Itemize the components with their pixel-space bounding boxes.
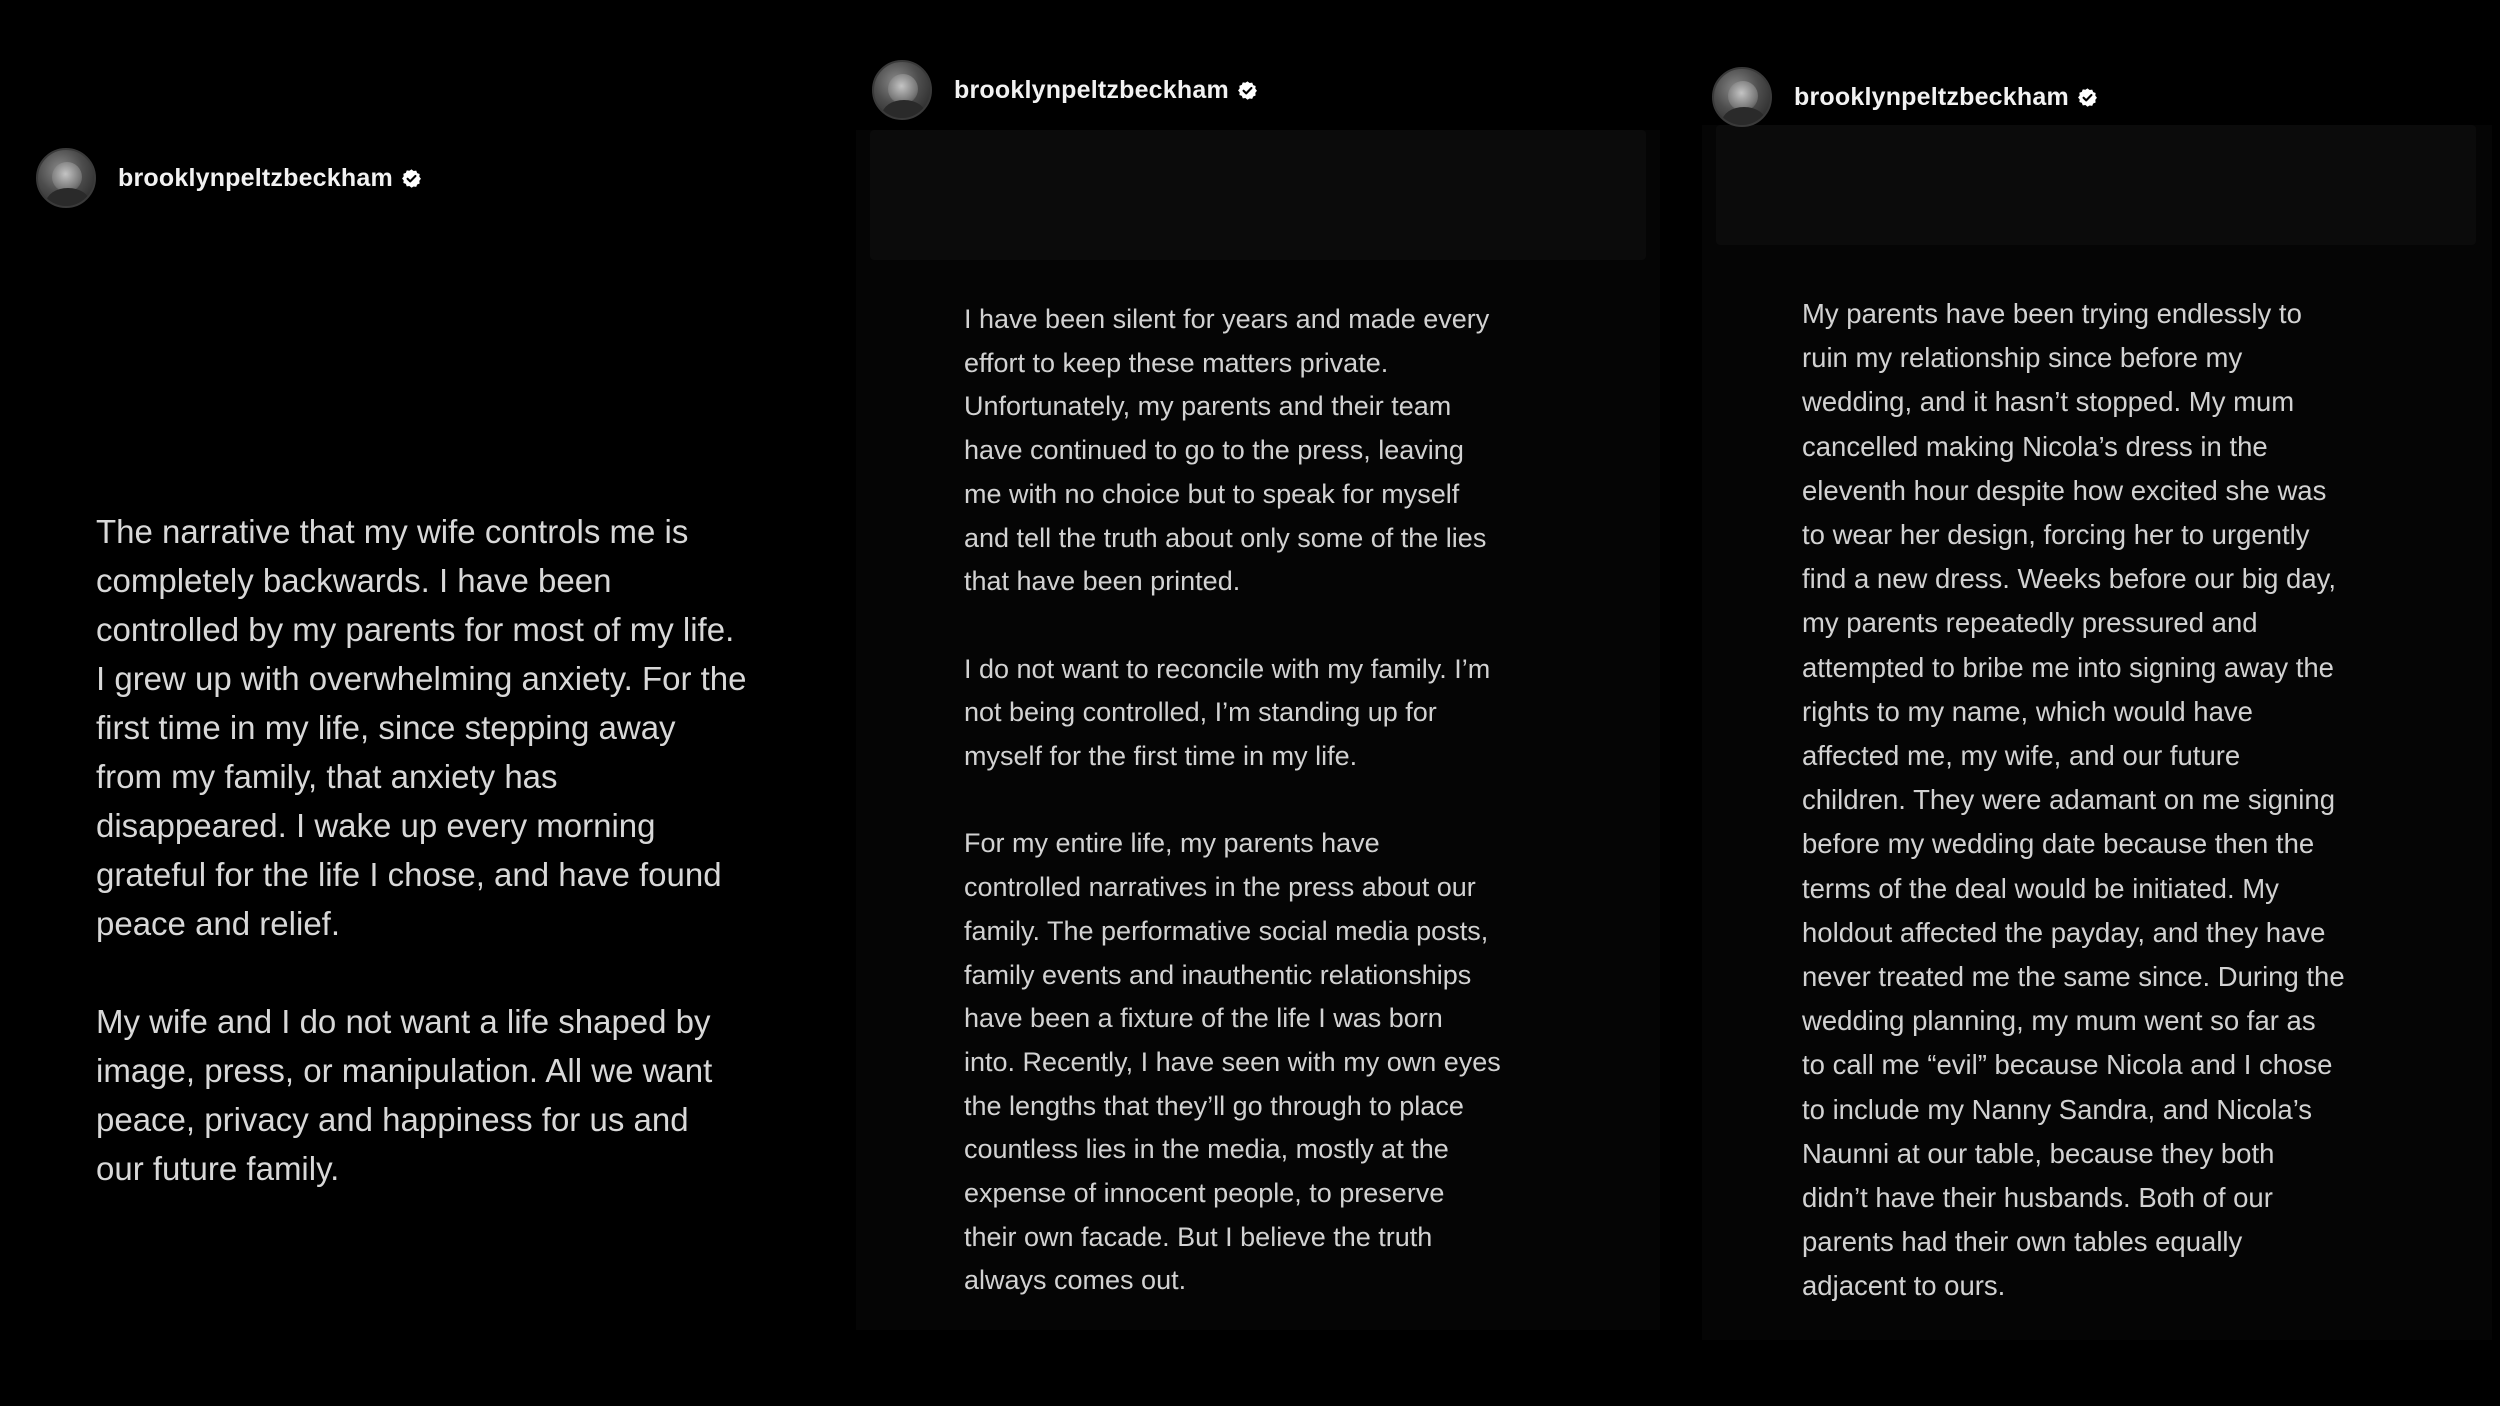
- story-line: not being controlled, I’m standing up for: [964, 697, 1437, 728]
- story-line: didn’t have their husbands. Both of our: [1802, 1182, 2273, 1214]
- story-line: my parents repeatedly pressured and: [1802, 607, 2258, 639]
- story-line: countless lies in the media, mostly at the: [964, 1134, 1449, 1165]
- story-line: disappeared. I wake up every morning: [96, 807, 656, 844]
- story-line: effort to keep these matters private.: [964, 347, 1389, 378]
- story-paragraph: [964, 648, 1501, 779]
- story-line: their own facade. But I believe the truth: [964, 1221, 1433, 1252]
- story-line: holdout affected the payday, and they have: [1802, 916, 2326, 948]
- story-line: cancelled making Nicola’s dress in the: [1802, 430, 2268, 462]
- username[interactable]: brooklynpeltzbeckham: [1794, 82, 2069, 111]
- story-line: eleventh hour despite how excited she was: [1802, 474, 2327, 506]
- story-paragraph: [96, 507, 747, 948]
- story-line: My parents have been trying endlessly to: [1802, 298, 2302, 329]
- story-line: never treated me the same since. During the: [1802, 961, 2345, 993]
- story-line: always comes out.: [964, 1265, 1187, 1296]
- verified-badge-icon: [401, 168, 422, 189]
- story-line: family events and inauthentic relationships: [964, 959, 1472, 990]
- story-line: have been a fixture of the life I was born: [964, 1003, 1443, 1034]
- story-paragraph: [1802, 292, 2345, 1309]
- story-line: peace and relief.: [96, 905, 341, 942]
- story-line: controlled by my parents for most of my life.: [96, 611, 735, 648]
- story-line: Unfortunately, my parents and their team: [964, 391, 1452, 422]
- avatar[interactable]: [1712, 67, 1772, 127]
- story-text: [964, 298, 1501, 1303]
- verified-badge-icon: [1237, 80, 1258, 101]
- story-line: terms of the deal would be initiated. My: [1802, 872, 2279, 904]
- story-line: grateful for the life I chose, and have found: [96, 856, 722, 893]
- story-paragraph: [964, 298, 1501, 604]
- story-line: rights to my name, which would have: [1802, 695, 2253, 727]
- story-line: image, press, or manipulation. All we want: [96, 1052, 713, 1089]
- story-line: family. The performative social media posts,: [964, 915, 1489, 946]
- story-line: I grew up with overwhelming anxiety. For the: [96, 660, 747, 697]
- story-line: affected me, my wife, and our future: [1802, 740, 2241, 772]
- story-line: wedding, and it hasn’t stopped. My mum: [1802, 386, 2295, 418]
- avatar[interactable]: [36, 148, 96, 208]
- story-line: The narrative that my wife controls me is: [96, 513, 689, 550]
- story-panel-3: [1686, 0, 2500, 1406]
- username[interactable]: brooklynpeltzbeckham: [954, 75, 1229, 104]
- story-text: [1802, 292, 2345, 1309]
- avatar[interactable]: [872, 60, 932, 120]
- story-line: and tell the truth about only some of the lies: [964, 522, 1487, 553]
- story-header: [872, 60, 1258, 120]
- story-line: into. Recently, I have seen with my own eyes: [964, 1046, 1501, 1077]
- story-image-area: [870, 130, 1646, 260]
- story-line: to call me “evil” because Nicola and I chose: [1802, 1049, 2333, 1081]
- story-image-area: [1716, 125, 2476, 245]
- story-header: [1712, 67, 2098, 127]
- story-line: Naunni at our table, because they both: [1802, 1137, 2275, 1169]
- story-line: expense of innocent people, to preserve: [964, 1178, 1445, 1209]
- story-header: [36, 148, 422, 208]
- story-line: adjacent to ours.: [1802, 1270, 2006, 1302]
- username[interactable]: brooklynpeltzbeckham: [118, 163, 393, 192]
- verified-badge-icon: [2077, 87, 2098, 108]
- story-line: that have been printed.: [964, 566, 1241, 597]
- story-line: me with no choice but to speak for myself: [964, 478, 1460, 509]
- story-line: from my family, that anxiety has: [96, 758, 558, 795]
- story-line: I do not want to reconcile with my family. I’m: [964, 653, 1491, 684]
- story-line: peace, privacy and happiness for us and: [96, 1101, 689, 1138]
- story-line: attempted to bribe me into signing away the: [1802, 651, 2334, 683]
- story-line: For my entire life, my parents have: [964, 828, 1380, 859]
- story-line: find a new dress. Weeks before our big day,: [1802, 563, 2336, 595]
- story-line: children. They were adamant on me signing: [1802, 784, 2335, 816]
- story-panel-2: [850, 0, 1686, 1406]
- story-text: [96, 507, 747, 1193]
- story-line: controlled narratives in the press about our: [964, 872, 1476, 903]
- story-line: My wife and I do not want a life shaped by: [96, 1003, 711, 1040]
- story-paragraph: [96, 997, 747, 1193]
- story-line: myself for the first time in my life.: [964, 741, 1358, 772]
- story-line: have continued to go to the press, leaving: [964, 435, 1464, 466]
- story-line: parents had their own tables equally: [1802, 1226, 2243, 1258]
- story-line: ruin my relationship since before my: [1802, 342, 2243, 374]
- story-panel-1: [0, 0, 850, 1406]
- story-paragraph: [964, 822, 1501, 1303]
- story-line: completely backwards. I have been: [96, 562, 612, 599]
- story-line: to include my Nanny Sandra, and Nicola’s: [1802, 1093, 2313, 1125]
- story-line: before my wedding date because then the: [1802, 828, 2315, 860]
- story-line: the lengths that they’ll go through to place: [964, 1090, 1464, 1121]
- story-line: our future family.: [96, 1150, 340, 1187]
- story-line: first time in my life, since stepping away: [96, 709, 676, 746]
- story-line: I have been silent for years and made every: [964, 304, 1490, 334]
- story-line: wedding planning, my mum went so far as: [1802, 1005, 2316, 1037]
- story-line: to wear her design, forcing her to urgently: [1802, 519, 2310, 551]
